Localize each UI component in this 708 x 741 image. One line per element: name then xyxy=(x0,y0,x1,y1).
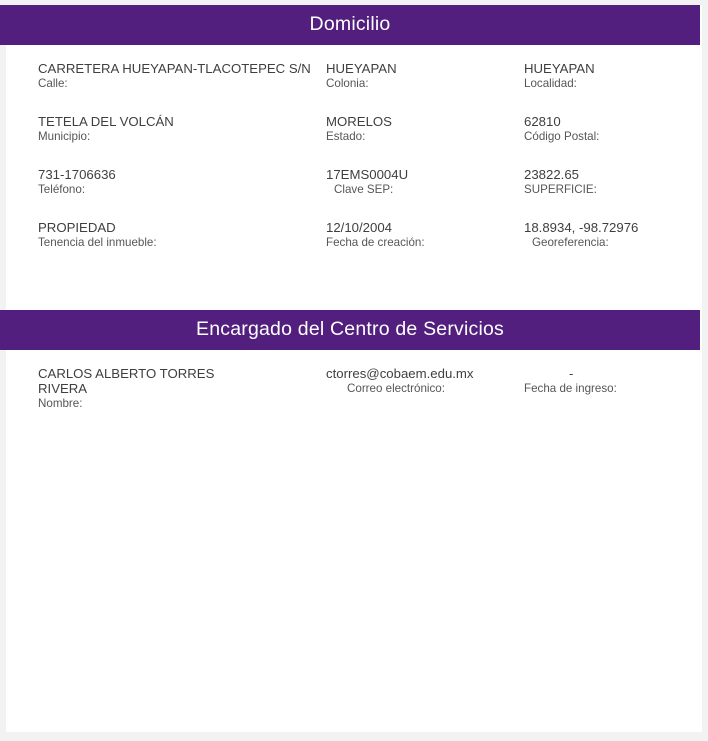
field-nombre xyxy=(0,350,262,410)
field-municipio xyxy=(0,98,262,151)
field-row xyxy=(0,151,700,204)
field-tenencia-inmueble xyxy=(0,204,262,257)
field-value: HUEYAPAN xyxy=(326,61,397,76)
field-label: Clave SEP: xyxy=(334,183,394,196)
field-row xyxy=(0,204,700,257)
field-value: 18.8934, -98.72976 xyxy=(524,220,639,235)
field-georeferencia xyxy=(492,204,700,257)
field-row xyxy=(0,45,700,98)
field-colonia xyxy=(262,45,492,98)
field-label: Fecha de ingreso: xyxy=(524,382,617,395)
field-fecha-ingreso xyxy=(492,350,700,410)
field-value: CARLOS ALBERTO TORRES RIVERA xyxy=(38,366,215,396)
field-value: TETELA DEL VOLCÁN xyxy=(38,114,174,129)
field-value: CARRETERA HUEYAPAN-TLACOTEPEC S/N xyxy=(38,61,311,76)
field-estado xyxy=(262,98,492,151)
field-label: Estado: xyxy=(326,130,366,143)
field-row xyxy=(0,350,700,410)
field-fecha-creacion xyxy=(262,204,492,257)
field-value: HUEYAPAN xyxy=(524,61,595,76)
section-header-domicilio xyxy=(0,5,700,45)
field-value: - xyxy=(569,366,574,381)
field-value: MORELOS xyxy=(326,114,392,129)
field-value: 62810 xyxy=(524,114,561,129)
field-telefono xyxy=(0,151,262,204)
field-value: 23822.65 xyxy=(524,167,580,182)
field-label: Tenencia del inmueble: xyxy=(38,236,157,249)
field-label: Nombre: xyxy=(38,397,83,410)
field-superficie xyxy=(492,151,700,204)
field-correo-electronico xyxy=(262,350,492,410)
field-label: Municipio: xyxy=(38,130,91,143)
field-value: ctorres@cobaem.edu.mx xyxy=(326,366,474,381)
field-label: Localidad: xyxy=(524,77,577,90)
field-value: 731-1706636 xyxy=(38,167,116,182)
section-title: Domicilio xyxy=(309,13,391,36)
field-label: Código Postal: xyxy=(524,130,600,143)
field-label: Correo electrónico: xyxy=(347,382,445,395)
field-grid-domicilio xyxy=(0,45,700,257)
field-label: Calle: xyxy=(38,77,68,90)
field-grid-encargado xyxy=(0,350,700,410)
field-value: 12/10/2004 xyxy=(326,220,393,235)
section-header-encargado xyxy=(0,310,700,350)
field-label: Georeferencia: xyxy=(532,236,609,249)
field-calle xyxy=(0,45,311,98)
field-label: Teléfono: xyxy=(38,183,86,196)
field-localidad xyxy=(492,45,700,98)
field-codigo-postal xyxy=(492,98,700,151)
field-value: 17EMS0004U xyxy=(326,167,409,182)
field-clave-sep xyxy=(262,151,492,204)
section-title: Encargado del Centro de Servicios xyxy=(196,318,504,341)
field-label: Colonia: xyxy=(326,77,369,90)
field-label: Fecha de creación: xyxy=(326,236,425,249)
field-row xyxy=(0,98,700,151)
field-label: SUPERFICIE: xyxy=(524,183,597,196)
field-value: PROPIEDAD xyxy=(38,220,116,235)
